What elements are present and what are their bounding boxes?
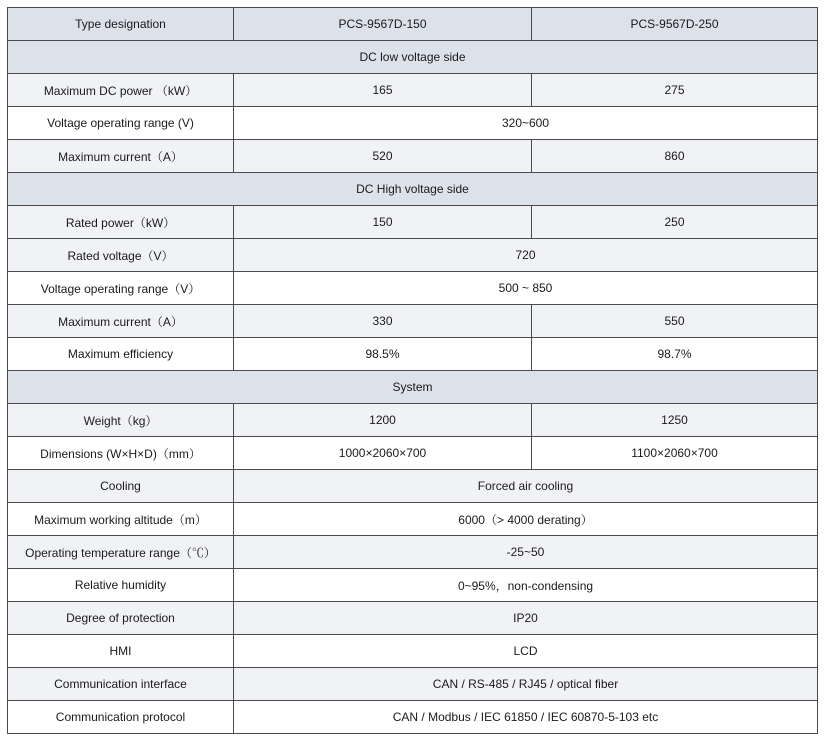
row-label: Relative humidity bbox=[8, 569, 234, 602]
table-row bbox=[8, 206, 818, 239]
section-header-row bbox=[8, 371, 818, 404]
row-value-merged: 0~95%，non-condensing bbox=[234, 569, 818, 602]
spec-table bbox=[7, 7, 818, 734]
row-value-merged: LCD bbox=[234, 635, 818, 668]
section-title: System bbox=[8, 371, 818, 404]
table-row bbox=[8, 602, 818, 635]
row-label: Dimensions (W×H×D)（mm） bbox=[8, 437, 234, 470]
row-label: Rated power（kW） bbox=[8, 206, 234, 239]
row-label: Cooling bbox=[8, 470, 234, 503]
table-row bbox=[8, 536, 818, 569]
row-value-merged: 320~600 bbox=[234, 107, 818, 140]
section-header-row bbox=[8, 173, 818, 206]
table-row bbox=[8, 239, 818, 272]
table-row bbox=[8, 701, 818, 734]
table-row bbox=[8, 635, 818, 668]
row-label: Communication interface bbox=[8, 668, 234, 701]
row-label: Maximum efficiency bbox=[8, 338, 234, 371]
row-value-model-2: 1250 bbox=[532, 404, 818, 437]
table-row bbox=[8, 272, 818, 305]
section-header-row bbox=[8, 41, 818, 74]
row-value-model-1: 98.5% bbox=[234, 338, 532, 371]
row-value-model-1: 520 bbox=[234, 140, 532, 173]
row-value-merged: CAN / RS-485 / RJ45 / optical fiber bbox=[234, 668, 818, 701]
table-row bbox=[8, 140, 818, 173]
row-value-model-2: 860 bbox=[532, 140, 818, 173]
row-value-model-2: 550 bbox=[532, 305, 818, 338]
row-label: Degree of protection bbox=[8, 602, 234, 635]
row-value-merged: Forced air cooling bbox=[234, 470, 818, 503]
row-value-model-1: 1200 bbox=[234, 404, 532, 437]
row-label: Rated voltage（V） bbox=[8, 239, 234, 272]
table-row bbox=[8, 668, 818, 701]
spec-table-container bbox=[7, 7, 818, 734]
table-row bbox=[8, 437, 818, 470]
row-label: HMI bbox=[8, 635, 234, 668]
row-value-merged: 720 bbox=[234, 239, 818, 272]
row-label: Voltage operating range（V） bbox=[8, 272, 234, 305]
table-header-row bbox=[8, 8, 818, 41]
table-row bbox=[8, 503, 818, 536]
row-value-model-1: 330 bbox=[234, 305, 532, 338]
row-label: Voltage operating range (V) bbox=[8, 107, 234, 140]
row-label: Maximum current（A） bbox=[8, 140, 234, 173]
row-label: Maximum working altitude（m） bbox=[8, 503, 234, 536]
row-value-merged: 6000（> 4000 derating） bbox=[234, 503, 818, 536]
header-type-designation: Type designation bbox=[8, 8, 234, 41]
header-model-2: PCS-9567D-250 bbox=[532, 8, 818, 41]
table-row bbox=[8, 74, 818, 107]
row-label: Weight（kg） bbox=[8, 404, 234, 437]
header-model-1: PCS-9567D-150 bbox=[234, 8, 532, 41]
row-label: Operating temperature range（℃） bbox=[8, 536, 234, 569]
section-title: DC High voltage side bbox=[8, 173, 818, 206]
table-row bbox=[8, 404, 818, 437]
row-value-model-1: 150 bbox=[234, 206, 532, 239]
row-label: Communication protocol bbox=[8, 701, 234, 734]
row-value-merged: IP20 bbox=[234, 602, 818, 635]
table-row bbox=[8, 569, 818, 602]
row-value-model-1: 165 bbox=[234, 74, 532, 107]
row-value-model-2: 98.7% bbox=[532, 338, 818, 371]
table-row bbox=[8, 107, 818, 140]
table-row bbox=[8, 305, 818, 338]
table-row bbox=[8, 338, 818, 371]
row-value-model-2: 275 bbox=[532, 74, 818, 107]
row-value-merged: -25~50 bbox=[234, 536, 818, 569]
row-label: Maximum DC power （kW） bbox=[8, 74, 234, 107]
section-title: DC low voltage side bbox=[8, 41, 818, 74]
row-value-merged: CAN / Modbus / IEC 61850 / IEC 60870-5-103 etc bbox=[234, 701, 818, 734]
row-label: Maximum current（A） bbox=[8, 305, 234, 338]
row-value-model-2: 250 bbox=[532, 206, 818, 239]
table-row bbox=[8, 470, 818, 503]
row-value-merged: 500 ~ 850 bbox=[234, 272, 818, 305]
row-value-model-1: 1000×2060×700 bbox=[234, 437, 532, 470]
row-value-model-2: 1100×2060×700 bbox=[532, 437, 818, 470]
